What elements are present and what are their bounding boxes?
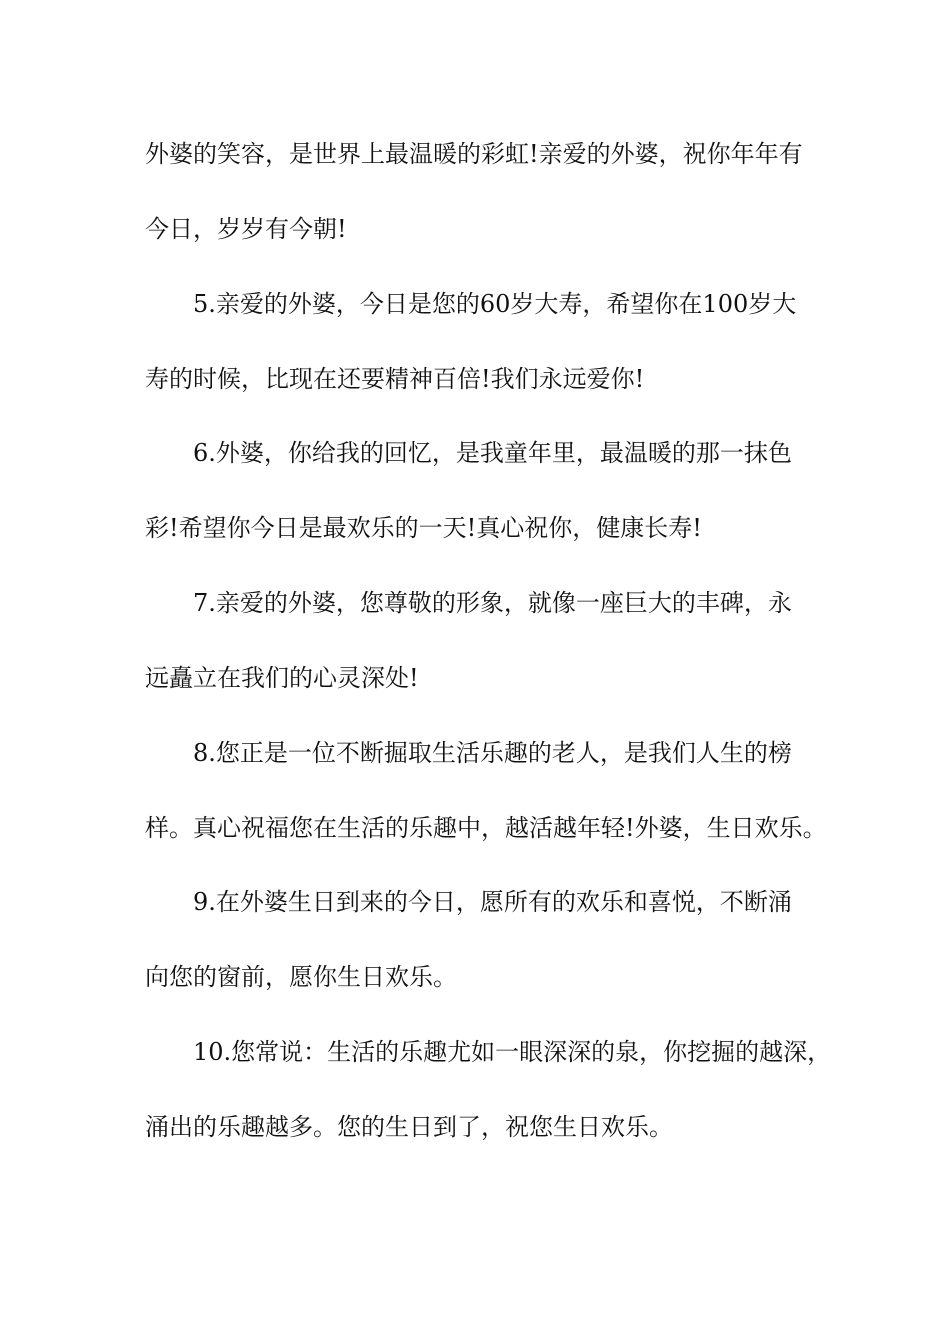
paragraph-line: 向您的窗前，愿你生日欢乐。	[145, 963, 457, 991]
paragraph-line: 8.您正是一位不断掘取生活乐趣的老人，是我们人生的榜	[193, 739, 792, 767]
paragraph-line: 9.在外婆生日到来的今日，愿所有的欢乐和喜悦，不断涌	[193, 888, 792, 916]
paragraph-line: 寿的时候，比现在还要精神百倍!我们永远爱你!	[145, 365, 645, 393]
paragraph-line: 样。真心祝福您在生活的乐趣中，越活越年轻!外婆，生日欢乐。	[145, 814, 827, 842]
paragraph-line: 涌出的乐趣越多。您的生日到了，祝您生日欢乐。	[145, 1113, 673, 1141]
paragraph-line: 远矗立在我们的心灵深处!	[145, 664, 419, 692]
paragraph-line: 外婆的笑容，是世界上最温暖的彩虹!亲爱的外婆，祝你年年有	[145, 140, 803, 168]
paragraph-line: 彩!希望你今日是最欢乐的一天!真心祝你，健康长寿!	[145, 514, 702, 542]
paragraph-line: 5.亲爱的外婆，今日是您的60岁大寿，希望你在100岁大	[193, 290, 797, 318]
paragraph-line: 6.外婆，你给我的回忆，是我童年里，最温暖的那一抹色	[193, 439, 792, 467]
paragraph-line: 7.亲爱的外婆，您尊敬的形象，就像一座巨大的丰碑，永	[193, 589, 792, 617]
paragraph-line: 10.您常说：生活的乐趣尤如一眼深深的泉，你挖掘的越深，	[193, 1038, 832, 1066]
paragraph-line: 今日，岁岁有今朝!	[145, 215, 347, 243]
